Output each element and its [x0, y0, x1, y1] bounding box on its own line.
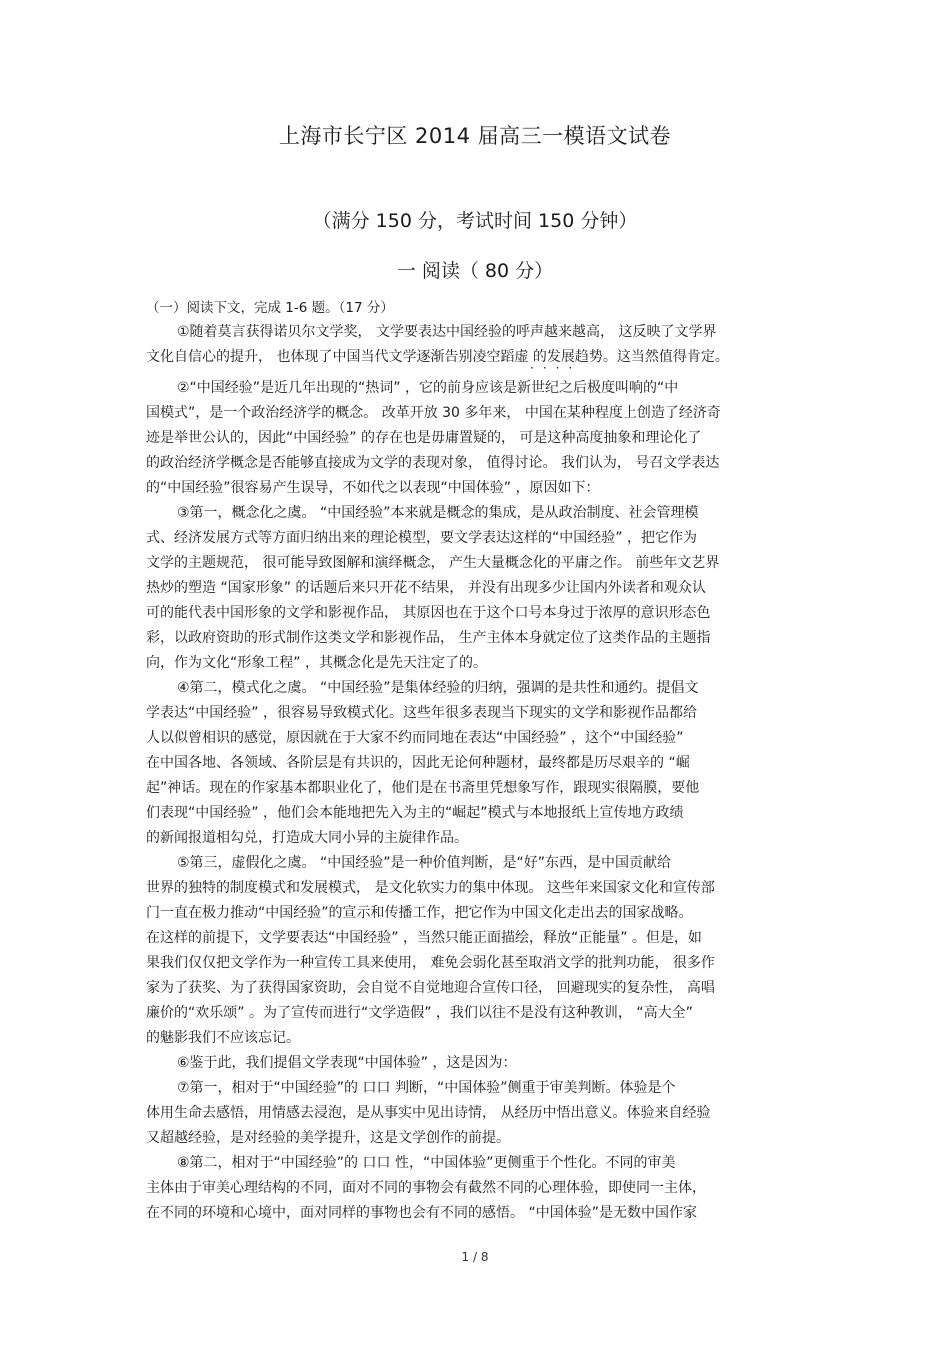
paragraph-line: 的魅影我们不应该忘记。 — [146, 1030, 300, 1046]
paragraph-line: 国模式”，是一个政治经济学的概念。 改革开放 30 多年来， 中国在某种程度上创造了经济奇 — [146, 405, 721, 421]
paragraph-line: 文化自信心的提升， 也体现了中国当代文学逐渐告别凌空蹈虚 的发展趋势。这当然值得肯定。 — [146, 349, 729, 365]
exam-subtitle: （满分 150 分，考试时间 150 分钟） — [312, 210, 638, 232]
paragraph-line: 热炒的塑造 “国家形象” 的话题后来只开花不结果， 并没有出现多少让国内外读者和观众认 — [146, 580, 706, 596]
emphasis-dots: ···· — [530, 361, 582, 375]
paragraph-line: 学表达“中国经验” ，很容易导致模式化。这些年很多表现当下现实的文学和影视作品都给 — [146, 705, 697, 721]
paragraph-line: 向，作为文化“形象工程” ，其概念化是先天注定了的。 — [146, 655, 487, 671]
paragraph-line: 迹是举世公认的，因此“中国经验” 的存在也是毋庸置疑的， 可是这种高度抽象和理论化了 — [146, 430, 702, 446]
paragraph-line: 们表现“中国经验” ，他们会本能地把先入为主的“崛起”模式与本地报纸上宣传地方政绩 — [146, 805, 684, 821]
paragraph-line: ③第一，概念化之虞。 “中国经验”本来就是概念的集成，是从政治制度、社会管理模 — [177, 505, 699, 521]
paragraph-line: 在这样的前提下，文学要表达“中国经验” ，当然只能正面描绘，释放“正能量” 。但是，如 — [146, 930, 702, 946]
paragraph-line: 又超越经验，是对经验的美学提升，这是文学创作的前提。 — [146, 1130, 510, 1146]
question-intro: （一）阅读下文，完成 1-6 题。（17 分） — [146, 300, 394, 316]
paragraph-line: ④第二，模式化之虞。 “中国经验”是集体经验的归纳，强调的是共性和通约。提倡文 — [177, 680, 699, 696]
paragraph-line: 世界的独特的制度模式和发展模式， 是文化软实力的集中体现。 这些年来国家文化和宣传部 — [146, 880, 715, 896]
paragraph-line: 的新闻报道相勾兑，打造成大同小异的主旋律作品。 — [146, 830, 468, 846]
paragraph-line: 文学的主题规范， 很可能导致图解和演绎概念， 产生大量概念化的平庸之作。 前些年文艺界 — [146, 555, 720, 571]
paragraph-line: ⑧第二，相对于“中国经验”的 口口 性，“中国体验”更侧重于个性化。不同的审美 — [177, 1155, 676, 1171]
paragraph-line: 门一直在极力推动“中国经验”的宣示和传播工作，把它作为中国文化走出去的国家战略。 — [146, 905, 693, 921]
paragraph-line: 可的能代表中国形象的文学和影视作品， 其原因也在于这个口号本身过于浓厚的意识形态色 — [146, 605, 711, 621]
paragraph-line: ①随着莫言获得诺贝尔文学奖， 文学要表达中国经验的呼声越来越高， 这反映了文学界 — [177, 324, 717, 340]
exam-title: 上海市长宁区 2014 届高三一模语文试卷 — [278, 124, 672, 148]
paragraph-line: 人以似曾相识的感觉，原因就在于大家不约而同地在表达“中国经验” ，这个“中国经验” — [146, 730, 684, 746]
paragraph-line: ⑦第一，相对于“中国经验”的 口口 判断，“中国体验”侧重于审美判断。体验是个 — [177, 1080, 676, 1096]
paragraph-line: 家为了获奖、为了获得国家资助，会自觉不自觉地迎合宣传口径， 回避现实的复杂性， 高唱 — [146, 980, 715, 996]
paragraph-line: 的“中国经验”很容易产生误导，不如代之以表现“中国体验” ，原因如下： — [146, 480, 600, 496]
paragraph-line: 在不同的环境和心境中，面对同样的事物也会有不同的感悟。 “中国体验”是无数中国作家 — [146, 1205, 697, 1221]
paragraph-line: 果我们仅仅把文学作为一种宣传工具来使用， 难免会弱化甚至取消文学的批判功能， 很多作 — [146, 955, 715, 971]
paragraph-line: 彩，以政府资助的形式制作这类文学和影视作品， 生产主体本身就定位了这类作品的主题指 — [146, 630, 711, 646]
paragraph-line: 在中国各地、各领域、各阶层是有共识的，因此无论何种题材，最终都是历尽艰辛的 “崛 — [146, 755, 690, 771]
section-heading: 一 阅读（ 80 分） — [396, 260, 554, 282]
paragraph-line: ⑥鉴于此，我们提倡文学表现“中国体验” ，这是因为： — [177, 1055, 517, 1071]
paragraph-line: ⑤第三，虚假化之虞。 “中国经验”是一种价值判断，是“好”东西，是中国贡献给 — [177, 855, 672, 871]
paragraph-line: ②“中国经验”是近几年出现的“热词” ，它的前身应该是新世纪之后极度叫响的“中 — [177, 380, 679, 396]
paragraph-line: 的政治经济学概念是否能够直接成为文学的表现对象， 值得讨论。 我们认为， 号召文学表达 — [146, 455, 720, 471]
paragraph-line: 式、经济发展方式等方面归纳出来的理论模型，要文学表达这样的“中国经验” ，把它作为 — [146, 530, 697, 546]
paragraph-line: 廉价的“欢乐颂” 。为了宣传而进行“文学造假” ，我们以往不是没有这种教训， “高大全” — [146, 1005, 693, 1021]
paragraph-line: 起”神话。现在的作家基本都职业化了，他们是在书斋里凭想象写作，跟现实很隔膜，要他 — [146, 780, 700, 796]
page-number: 1 / 8 — [461, 1250, 489, 1264]
paragraph-line: 主体由于审美心理结构的不同，面对不同的事物会有截然不同的心理体验，即使同一主体， — [146, 1180, 706, 1196]
paragraph-line: 体用生命去感悟，用情感去浸泡，是从事实中见出诗情， 从经历中悟出意义。体验来自经验 — [146, 1105, 711, 1121]
